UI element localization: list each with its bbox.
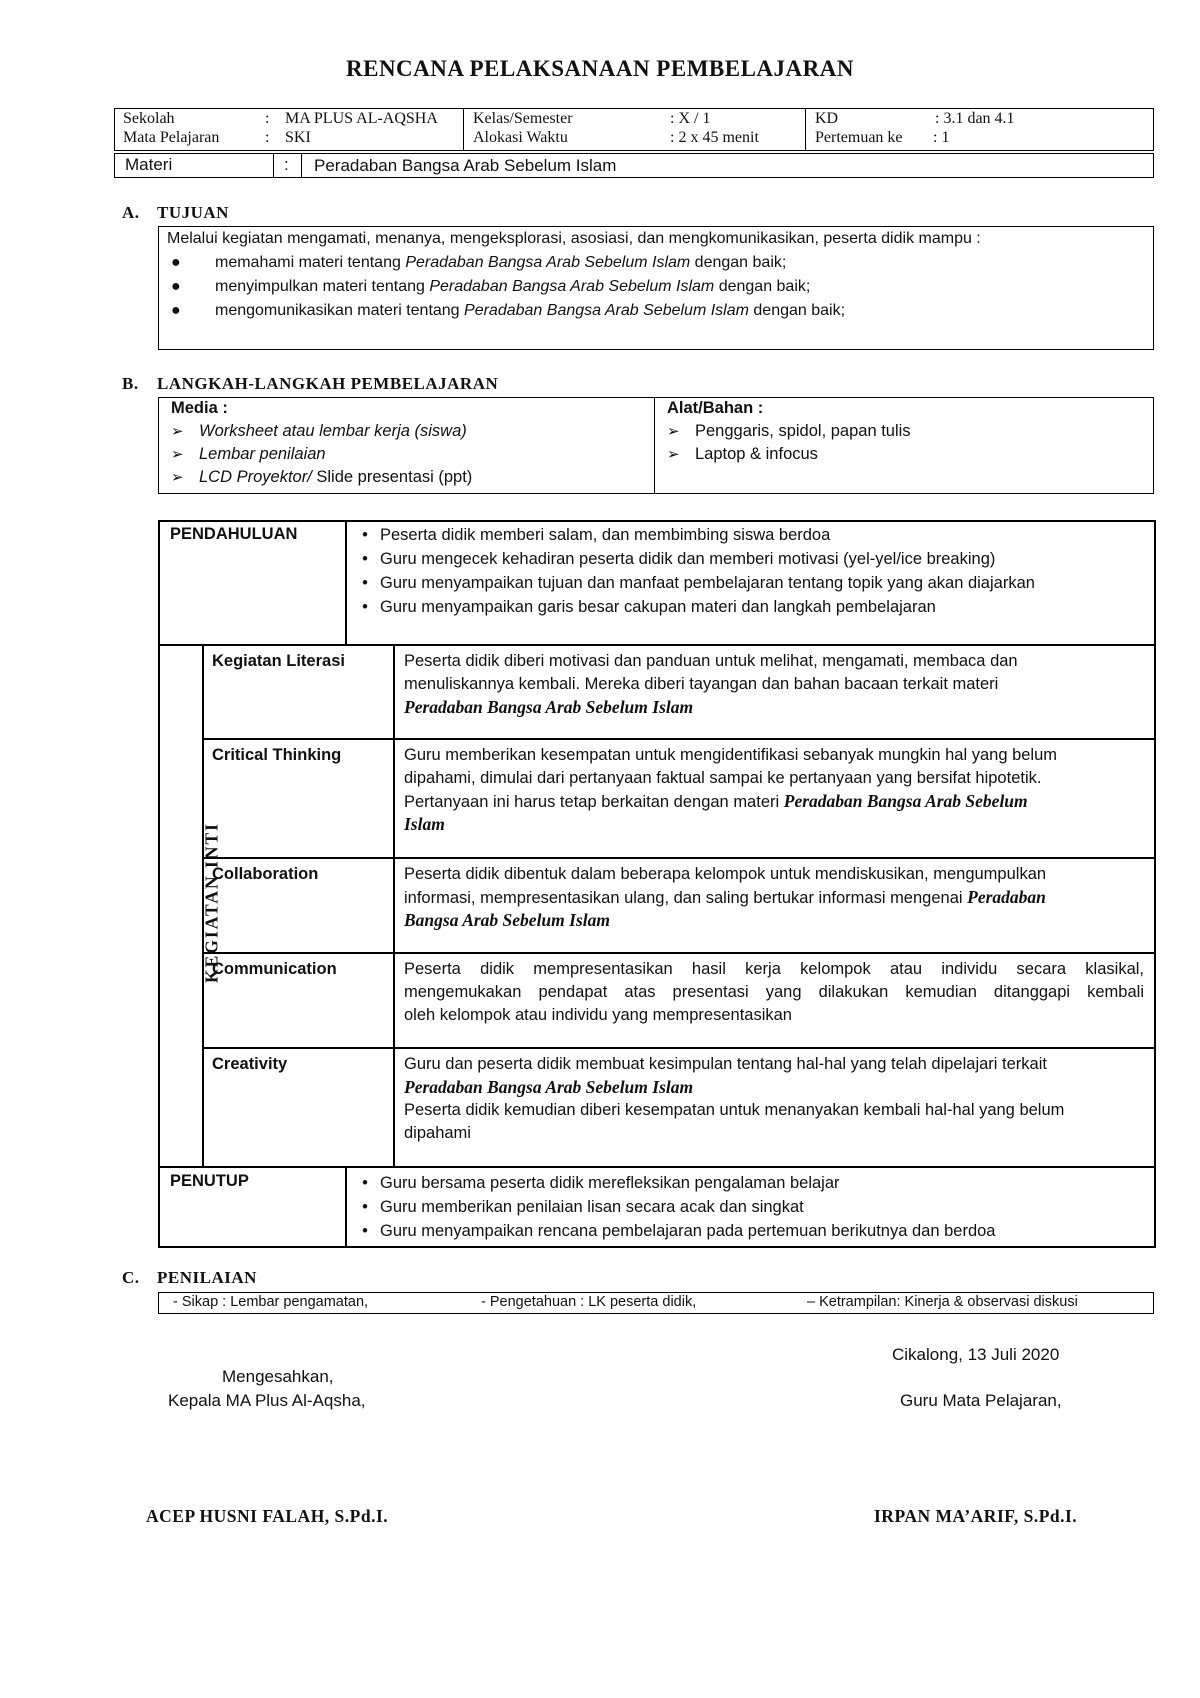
kelas-value: : X / 1 (670, 110, 711, 127)
guru-title: Guru Mata Pelajaran, (900, 1391, 1062, 1410)
tujuan-box (158, 226, 1154, 350)
creativity-text: dipahami (404, 1124, 471, 1142)
penilaian-box (158, 1292, 1154, 1314)
section-letter: C. (122, 1268, 140, 1287)
sekolah-value: MA PLUS AL-AQSHA (285, 110, 438, 127)
list-item: • Guru bersama peserta didik merefleksikan pengalaman belajar (362, 1174, 840, 1192)
penutup-label: PENUTUP (170, 1172, 249, 1190)
section-title: LANGKAH-LANGKAH PEMBELAJARAN (157, 374, 499, 393)
collaboration-text: informasi, mempresentasikan ulang, dan saling bertukar informasi mengenai Peradaban (404, 887, 1046, 907)
collaboration-text: Peserta didik dibentuk dalam beberapa kelompok untuk mendiskusikan, mengumpulkan (404, 865, 1047, 883)
section-letter: A. (122, 203, 140, 222)
list-item: • Guru menyampaikan garis besar cakupan materi dan langkah pembelajaran (362, 598, 936, 616)
kepala-name: ACEP HUSNI FALAH, S.Pd.I. (146, 1506, 389, 1526)
list-item: ➢ Lembar penilaian (171, 445, 326, 463)
section-b-heading (122, 374, 498, 394)
penilaian-keterampilan: – Ketrampilan: Kinerja & observasi diskusi (807, 1294, 1078, 1310)
collaboration-topic: Bangsa Arab Sebelum Islam (404, 910, 610, 930)
bullet-icon: ● (171, 278, 181, 295)
place-date: Cikalong, 13 Juli 2020 (892, 1345, 1060, 1364)
critical-text: dipahami, dimulai dari pertanyaan faktual sampai ke pertanyaan yang bersifat hipotetik. (404, 769, 1042, 787)
literasi-text: Peserta didik diberi motivasi dan panduan untuk melihat, mengamati, membaca dan (404, 652, 1018, 670)
arrow-bullet-icon: ➢ (171, 422, 184, 440)
list-item: ● memahami materi tentang Peradaban Bangsa Arab Sebelum Islam dengan baik; (171, 254, 787, 271)
sekolah-label: Sekolah (123, 110, 175, 127)
list-item: ● menyimpulkan materi tentang Peradaban Bangsa Arab Sebelum Islam dengan baik; (171, 278, 811, 295)
kegiatan-table (158, 520, 1156, 1248)
list-item: • Guru menyampaikan rencana pembelajaran pada pertemuan berikutnya dan berdoa (362, 1222, 996, 1240)
critical-thinking-label: Critical Thinking (212, 746, 342, 764)
collaboration-label: Collaboration (212, 865, 319, 883)
alat-title: Alat/Bahan : (667, 399, 764, 417)
communication-label: Communication (212, 960, 337, 978)
arrow-bullet-icon: ➢ (667, 445, 680, 463)
critical-topic: Islam (404, 814, 445, 834)
section-title: PENILAIAN (157, 1268, 257, 1287)
section-letter: B. (122, 374, 139, 393)
penilaian-sikap: - Sikap : Lembar pengamatan, (173, 1294, 369, 1310)
creativity-label: Creativity (212, 1055, 288, 1073)
bullet-icon: ● (171, 302, 181, 319)
kd-label: KD (815, 110, 839, 127)
header-colon: : (265, 110, 270, 127)
header-info-box (114, 108, 1154, 151)
list-item: • Guru memberikan penilaian lisan secara acak dan singkat (362, 1198, 804, 1216)
literasi-label: Kegiatan Literasi (212, 652, 345, 670)
materi-row (114, 153, 1154, 178)
list-item: • Peserta didik memberi salam, dan membimbing siswa berdoa (362, 526, 831, 544)
section-a-heading (122, 203, 229, 223)
list-item: • Guru menyampaikan tujuan dan manfaat pembelajaran tentang topik yang akan diajarkan (362, 574, 1035, 592)
creativity-text: Guru dan peserta didik membuat kesimpulan tentang hal-hal yang telah dipelajari terkait (404, 1055, 1047, 1073)
materi-value: Peradaban Bangsa Arab Sebelum Islam (301, 154, 616, 177)
guru-name: IRPAN MA’ARIF, S.Pd.I. (874, 1506, 1078, 1526)
creativity-text: Peserta didik kemudian diberi kesempatan untuk menanyakan kembali hal-hal yang belum (404, 1101, 1065, 1119)
literasi-text: menuliskannya kembali. Mereka diberi tayangan dan bahan bacaan terkait materi (404, 675, 999, 693)
document-title: RENCANA PELAKSANAAN PEMBELAJARAN (346, 56, 854, 81)
kd-value: : 3.1 dan 4.1 (935, 110, 1015, 127)
kegiatan-inti-label: KEGIATAN INTI (201, 822, 222, 984)
alokasi-label: Alokasi Waktu (473, 129, 568, 146)
communication-text: oleh kelompok atau individu yang mempresentasikan (404, 1006, 792, 1024)
critical-text: Guru memberikan kesempatan untuk mengidentifikasi sebanyak mungkin hal yang belum (404, 746, 1058, 764)
penilaian-pengetahuan: - Pengetahuan : LK peserta didik, (481, 1294, 697, 1310)
list-item: • Guru mengecek kehadiran peserta didik dan memberi motivasi (yel-yel/ice breaking) (362, 550, 996, 568)
pertemuan-value: : 1 (933, 129, 950, 146)
mapel-label: Mata Pelajaran (123, 129, 220, 146)
arrow-bullet-icon: ➢ (171, 445, 184, 463)
literasi-topic: Peradaban Bangsa Arab Sebelum Islam (404, 697, 694, 717)
creativity-topic: Peradaban Bangsa Arab Sebelum Islam (404, 1077, 694, 1097)
list-item: ➢ Penggaris, spidol, papan tulis (667, 422, 911, 440)
pertemuan-label: Pertemuan ke (815, 129, 903, 146)
header-colon: : (265, 129, 270, 146)
list-item: ● mengomunikasikan materi tentang Peradaban Bangsa Arab Sebelum Islam dengan baik; (171, 302, 846, 319)
mapel-value: SKI (285, 129, 311, 146)
arrow-bullet-icon: ➢ (171, 468, 184, 486)
list-item: ➢ Laptop & infocus (667, 445, 818, 463)
communication-text: mengemukakan pendapat atas presentasi yang dilakukan kemudian ditanggapi kembali (404, 983, 1144, 1001)
materi-label: Materi (125, 155, 173, 174)
communication-text: Peserta didik mempresentasikan hasil kerja kelompok atau individu secara klasikal, (404, 960, 1144, 978)
list-item: ➢ LCD Proyektor/ Slide presentasi (ppt) (171, 468, 473, 486)
media-title: Media : (171, 399, 228, 417)
alokasi-value: : 2 x 45 menit (670, 129, 759, 146)
section-title: TUJUAN (157, 203, 229, 222)
pendahuluan-label: PENDAHULUAN (170, 525, 298, 543)
mengesahkan-text: Mengesahkan, (222, 1367, 334, 1386)
arrow-bullet-icon: ➢ (667, 422, 680, 440)
kepala-title: Kepala MA Plus Al-Aqsha, (168, 1391, 366, 1410)
bullet-icon: ● (171, 254, 181, 271)
critical-text: Pertanyaan ini harus tetap berkaitan dengan materi Peradaban Bangsa Arab Sebelum (404, 791, 1028, 811)
kelas-label: Kelas/Semester (473, 110, 573, 127)
tujuan-intro: Melalui kegiatan mengamati, menanya, mengeksplorasi, asosiasi, dan mengkomunikasikan, peserta didik mampu : (167, 230, 981, 247)
media-alat-box (158, 397, 1154, 494)
materi-colon: : (273, 154, 304, 177)
list-item: ➢ Worksheet atau lembar kerja (siswa) (171, 422, 467, 440)
section-c-heading (122, 1268, 257, 1288)
